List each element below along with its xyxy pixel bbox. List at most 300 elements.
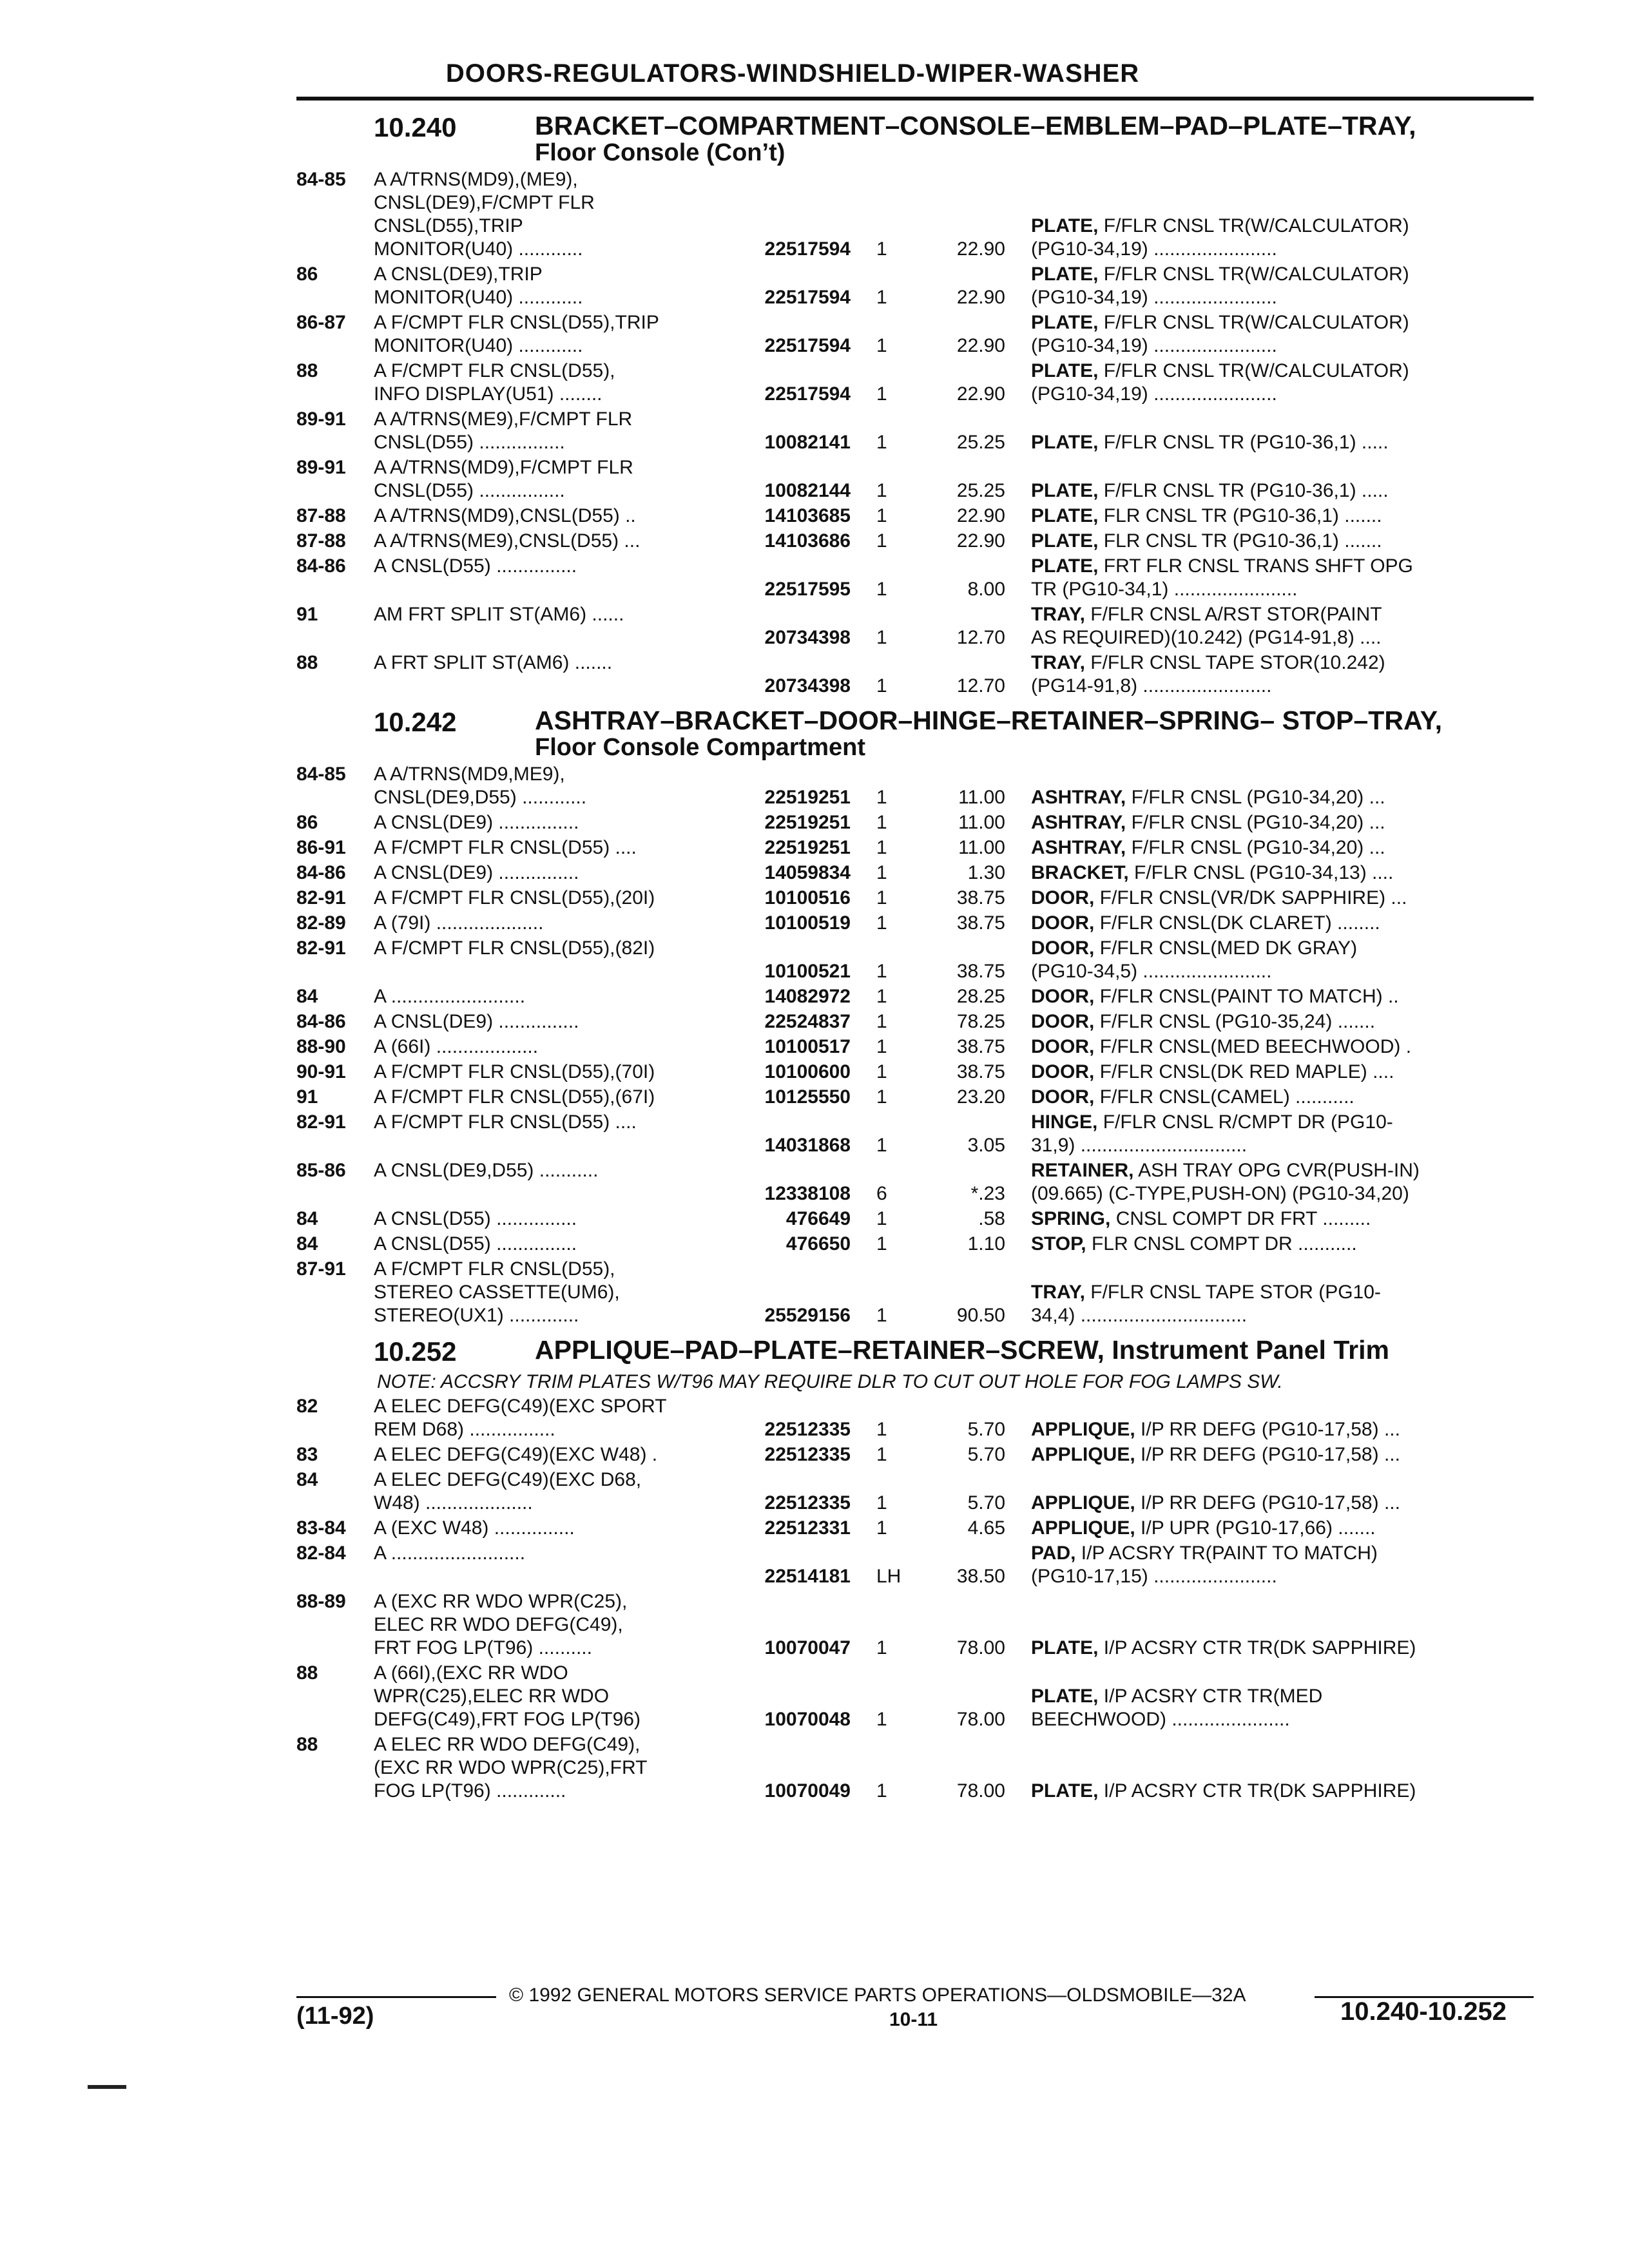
part-detail: FRT FLR CNSL TRANS SHFT OPG TR (PG10-34,1) ....................... — [1031, 555, 1413, 600]
quantity: 1 — [876, 1086, 887, 1108]
price: 38.75 — [956, 1036, 1005, 1057]
part-number: 10070047 — [764, 1637, 851, 1658]
price: 3.05 — [967, 1135, 1005, 1156]
quantity: LH — [876, 1566, 901, 1587]
part-number: 476649 — [786, 1208, 851, 1229]
part-name — [1031, 1207, 1534, 1231]
parts-row — [296, 1233, 1534, 1256]
part-detail: F/FLR CNSL TAPE STOR (PG10- 34,4) ............................... — [1031, 1282, 1381, 1326]
part-detail: I/P ACSRY CTR TR(DK SAPPHIRE) — [1098, 1637, 1416, 1658]
price: 22.90 — [956, 335, 1005, 356]
price: 22.90 — [956, 287, 1005, 308]
part-detail: I/P ACSRY TR(PAINT TO MATCH) (PG10-17,15) ....................... — [1031, 1542, 1378, 1587]
part-number: 22519251 — [764, 837, 851, 858]
part-name — [1031, 555, 1534, 601]
part-name — [1031, 836, 1534, 860]
part-noun: DOOR, — [1031, 1036, 1095, 1057]
part-detail: F/FLR CNSL (PG10-34,20) ... — [1126, 812, 1385, 833]
part-detail: I/P RR DEFG (PG10-17,58) ... — [1135, 1419, 1400, 1440]
part-number: 10100600 — [764, 1061, 851, 1082]
section-number: 10.240 — [374, 112, 457, 142]
part-number: 14059834 — [764, 862, 851, 883]
part-name — [1031, 1637, 1534, 1660]
usage-description: A (EXC RR WDO WPR(C25), ELEC RR WDO DEFG(C49), FRT FOG LP(T96) .......... — [374, 1591, 628, 1658]
footer-rule-left — [296, 1996, 496, 1998]
price: 5.70 — [967, 1419, 1005, 1440]
part-noun: HINGE, — [1031, 1111, 1098, 1133]
usage-description: A F/CMPT FLR CNSL(D55),(70I) — [374, 1061, 655, 1082]
part-name — [1031, 811, 1534, 834]
model-years: 82-91 — [296, 887, 346, 908]
page-header: DOORS-REGULATORS-WINDSHIELD-WIPER-WASHER — [445, 59, 1140, 88]
parts-row — [296, 555, 1534, 601]
part-number: 22517594 — [764, 287, 851, 308]
parts-row — [296, 1258, 1534, 1327]
part-noun: TRAY, — [1031, 1282, 1085, 1303]
quantity: 6 — [876, 1183, 887, 1204]
model-years: 91 — [296, 1086, 318, 1108]
model-years: 87-91 — [296, 1258, 346, 1280]
part-name — [1031, 1233, 1534, 1256]
parts-row — [296, 836, 1534, 860]
part-detail: F/FLR CNSL TR(W/CALCULATOR) (PG10-34,19) ....................... — [1031, 360, 1409, 405]
part-number: 10125550 — [764, 1086, 851, 1108]
part-name — [1031, 1517, 1534, 1540]
part-noun: APPLIQUE, — [1031, 1419, 1135, 1440]
price: 22.90 — [956, 383, 1005, 405]
part-detail: I/P RR DEFG (PG10-17,58) ... — [1135, 1444, 1400, 1465]
part-name — [1031, 311, 1534, 358]
part-detail: I/P UPR (PG10-17,66) ....... — [1135, 1517, 1376, 1539]
part-detail: I/P RR DEFG (PG10-17,58) ... — [1135, 1492, 1400, 1514]
model-years: 82 — [296, 1396, 318, 1417]
model-years: 86-91 — [296, 837, 346, 858]
part-name — [1031, 215, 1534, 261]
part-name — [1031, 360, 1534, 406]
part-name — [1031, 1086, 1534, 1109]
model-years: 84 — [296, 1208, 318, 1229]
part-noun: TRAY, — [1031, 652, 1085, 673]
part-number: 22517594 — [764, 383, 851, 405]
scan-artifact — [88, 2085, 126, 2089]
part-number: 10082141 — [764, 432, 851, 453]
part-name — [1031, 651, 1534, 698]
part-detail: F/FLR CNSL TR(W/CALCULATOR) (PG10-34,19) ....................... — [1031, 264, 1409, 308]
section-title-text: ASHTRAY–BRACKET–DOOR–HINGE–RETAINER–SPRING– STOP–TRAY, — [535, 706, 1442, 735]
quantity: 1 — [876, 1208, 887, 1229]
usage-description: A FRT SPLIT ST(AM6) ....... — [374, 652, 613, 673]
part-number: 10100517 — [764, 1036, 851, 1057]
section-range: 10.240-10.252 — [1340, 1997, 1507, 2026]
usage-description: A ......................... — [374, 986, 526, 1007]
quantity: 1 — [876, 837, 887, 858]
model-years: 91 — [296, 604, 318, 625]
part-number: 14082972 — [764, 986, 851, 1007]
part-name — [1031, 530, 1534, 553]
usage-description: A CNSL(D55) ............... — [374, 555, 577, 577]
part-number: 10070049 — [764, 1780, 851, 1802]
part-detail: F/FLR CNSL(MED DK GRAY) (PG10-34,5) ........................ — [1031, 937, 1358, 982]
usage-description: A A/TRNS(MD9),CNSL(D55) .. — [374, 505, 636, 526]
usage-description: A F/CMPT FLR CNSL(D55) .... — [374, 837, 637, 858]
parts-row — [296, 1443, 1534, 1466]
section-title — [535, 112, 1416, 166]
part-detail: F/FLR CNSL TAPE STOR(10.242) (PG14-91,8) ........................ — [1031, 652, 1385, 697]
model-years: 87-88 — [296, 530, 346, 552]
part-detail: CNSL COMPT DR FRT ......... — [1110, 1208, 1371, 1229]
part-noun: PLATE, — [1031, 432, 1099, 453]
part-detail: F/FLR CNSL (PG10-34,20) ... — [1126, 837, 1385, 858]
section-heading — [374, 112, 1534, 166]
part-number: 22519251 — [764, 812, 851, 833]
part-detail: I/P ACSRY CTR TR(DK SAPPHIRE) — [1098, 1780, 1416, 1802]
part-detail: F/FLR CNSL (PG10-34,20) ... — [1126, 787, 1385, 808]
model-years: 86-87 — [296, 312, 346, 333]
model-years: 82-89 — [296, 912, 346, 934]
header-rule — [296, 97, 1534, 101]
parts-row — [296, 263, 1534, 309]
part-name — [1031, 1035, 1534, 1059]
model-years: 85-86 — [296, 1160, 346, 1181]
part-name — [1031, 263, 1534, 309]
price: 78.00 — [956, 1709, 1005, 1730]
price: 12.70 — [956, 627, 1005, 648]
part-name — [1031, 1159, 1534, 1206]
parts-row — [296, 1035, 1534, 1059]
part-detail: F/FLR CNSL (PG10-34,13) .... — [1128, 862, 1394, 883]
part-noun: DOOR, — [1031, 1061, 1095, 1082]
price: 90.50 — [956, 1305, 1005, 1326]
part-number: 22512335 — [764, 1444, 851, 1465]
usage-description: A CNSL(DE9,D55) ........... — [374, 1160, 599, 1181]
usage-description: A (66I),(EXC RR WDO WPR(C25),ELEC RR WDO DEFG(C49),FRT FOG LP(T96) — [374, 1662, 641, 1730]
part-noun: RETAINER, — [1031, 1160, 1134, 1181]
part-noun: PLATE, — [1031, 1686, 1099, 1707]
section-1 — [296, 707, 1534, 1327]
usage-description: A CNSL(DE9) ............... — [374, 812, 579, 833]
quantity: 1 — [876, 1637, 887, 1658]
section-heading — [374, 1336, 1534, 1367]
quantity: 1 — [876, 1419, 887, 1440]
part-noun: PLATE, — [1031, 555, 1099, 577]
part-noun: DOOR, — [1031, 912, 1095, 934]
part-detail: F/FLR CNSL A/RST STOR(PAINT AS REQUIRED)(10.242) (PG14-91,8) .... — [1031, 604, 1382, 648]
model-years: 84-86 — [296, 862, 346, 883]
model-years: 84 — [296, 986, 318, 1007]
usage-description: A F/CMPT FLR CNSL(D55),(20I) — [374, 887, 655, 908]
model-years: 87-88 — [296, 505, 346, 526]
parts-row — [296, 1111, 1534, 1157]
usage-description: A (79I) .................... — [374, 912, 544, 934]
part-number: 14031868 — [764, 1135, 851, 1156]
usage-description: A A/TRNS(MD9),(ME9), CNSL(DE9),F/CMPT FLR CNSL(D55),TRIP MONITOR(U40) ............ — [374, 169, 595, 260]
section-subtitle: Floor Console Compartment — [535, 734, 866, 761]
model-years: 90-91 — [296, 1061, 346, 1082]
parts-row — [296, 408, 1534, 454]
usage-description: A CNSL(DE9) ............... — [374, 1011, 579, 1032]
price: 38.75 — [956, 912, 1005, 934]
price: 78.00 — [956, 1780, 1005, 1802]
quantity: 1 — [876, 1709, 887, 1730]
part-number: 25529156 — [764, 1305, 851, 1326]
part-name — [1031, 985, 1534, 1008]
section-2 — [296, 1336, 1534, 1803]
parts-row — [296, 1590, 1534, 1660]
part-noun: APPLIQUE, — [1031, 1492, 1135, 1514]
parts-row — [296, 505, 1534, 528]
usage-description: A ......................... — [374, 1542, 526, 1564]
part-noun: DOOR, — [1031, 986, 1095, 1007]
model-years: 88 — [296, 360, 318, 381]
model-years: 83 — [296, 1444, 318, 1465]
part-detail: FLR CNSL TR (PG10-36,1) ....... — [1098, 505, 1382, 526]
usage-description: A F/CMPT FLR CNSL(D55),(67I) — [374, 1086, 655, 1108]
price: 38.75 — [956, 1061, 1005, 1082]
part-detail: F/FLR CNSL TR(W/CALCULATOR) (PG10-34,19) ....................... — [1031, 215, 1409, 260]
part-name — [1031, 431, 1534, 454]
part-number: 20734398 — [764, 675, 851, 697]
quantity: 1 — [876, 787, 887, 808]
usage-description: A ELEC DEFG(C49)(EXC W48) . — [374, 1444, 658, 1465]
model-years: 84 — [296, 1233, 318, 1254]
part-noun: BRACKET, — [1031, 862, 1129, 883]
revision-date: (11-92) — [296, 2003, 374, 2030]
usage-description: A F/CMPT FLR CNSL(D55) .... — [374, 1111, 637, 1133]
quantity: 1 — [876, 812, 887, 833]
parts-row — [296, 1159, 1534, 1206]
part-number: 22514181 — [764, 1566, 851, 1587]
parts-row — [296, 1542, 1534, 1588]
part-noun: PLATE, — [1031, 312, 1099, 333]
part-number: 10070048 — [764, 1709, 851, 1730]
part-name — [1031, 861, 1534, 885]
part-noun: ASHTRAY, — [1031, 837, 1126, 858]
model-years: 84-85 — [296, 764, 346, 785]
part-name — [1031, 1010, 1534, 1033]
quantity: 1 — [876, 1444, 887, 1465]
parts-row — [296, 1517, 1534, 1540]
part-name — [1031, 1780, 1534, 1803]
section-number: 10.242 — [374, 707, 457, 737]
parts-row — [296, 311, 1534, 358]
model-years: 84-85 — [296, 169, 346, 190]
usage-description: A CNSL(DE9) ............... — [374, 862, 579, 883]
part-number: 22512331 — [764, 1517, 851, 1539]
model-years: 82-84 — [296, 1542, 346, 1564]
usage-description: A A/TRNS(MD9,ME9), CNSL(DE9,D55) ............ — [374, 764, 587, 808]
quantity: 1 — [876, 862, 887, 883]
part-number: 10100521 — [764, 961, 851, 982]
parts-row — [296, 1010, 1534, 1033]
model-years: 88-89 — [296, 1591, 346, 1612]
part-noun: PLATE, — [1031, 215, 1099, 236]
section-title-tail: Instrument Panel Trim — [1104, 1335, 1389, 1365]
parts-row — [296, 861, 1534, 885]
parts-row — [296, 603, 1534, 649]
part-name — [1031, 1418, 1534, 1441]
part-noun: ASHTRAY, — [1031, 812, 1126, 833]
usage-description: A ELEC DEFG(C49)(EXC SPORT REM D68) ................ — [374, 1396, 667, 1440]
price: 78.00 — [956, 1637, 1005, 1658]
model-years: 86 — [296, 812, 318, 833]
section-subtitle: Floor Console (Con’t) — [535, 139, 786, 166]
part-noun: DOOR, — [1031, 937, 1095, 959]
parts-row — [296, 1733, 1534, 1803]
section-title — [535, 1336, 1389, 1363]
model-years: 89-91 — [296, 457, 346, 478]
section-title — [535, 707, 1442, 761]
parts-row — [296, 1207, 1534, 1231]
parts-row — [296, 937, 1534, 983]
quantity: 1 — [876, 383, 887, 405]
part-detail: F/FLR CNSL(DK CLARET) ........ — [1094, 912, 1380, 934]
part-noun: STOP, — [1031, 1233, 1086, 1254]
parts-row — [296, 456, 1534, 503]
price: .58 — [978, 1208, 1005, 1229]
parts-row — [296, 168, 1534, 261]
usage-description: A F/CMPT FLR CNSL(D55),(82I) — [374, 937, 655, 959]
part-name — [1031, 1492, 1534, 1515]
quantity: 1 — [876, 505, 887, 526]
part-detail: F/FLR CNSL(DK RED MAPLE) .... — [1094, 1061, 1394, 1082]
usage-description: A (EXC W48) ............... — [374, 1517, 575, 1539]
quantity: 1 — [876, 432, 887, 453]
part-noun: PLATE, — [1031, 1637, 1099, 1658]
model-years: 84-86 — [296, 555, 346, 577]
part-noun: PLATE, — [1031, 530, 1099, 552]
quantity: 1 — [876, 335, 887, 356]
part-name — [1031, 1443, 1534, 1466]
quantity: 1 — [876, 1011, 887, 1032]
quantity: 1 — [876, 1135, 887, 1156]
parts-row — [296, 1086, 1534, 1109]
part-detail: F/FLR CNSL(MED BEECHWOOD) . — [1094, 1036, 1412, 1057]
part-noun: PLATE, — [1031, 264, 1099, 285]
usage-description: A F/CMPT FLR CNSL(D55),TRIP MONITOR(U40) ............ — [374, 312, 659, 356]
part-name — [1031, 1281, 1534, 1327]
price: 8.00 — [967, 579, 1005, 600]
usage-description: A (66I) ................... — [374, 1036, 539, 1057]
part-name — [1031, 1061, 1534, 1084]
price: 1.10 — [967, 1233, 1005, 1254]
parts-row — [296, 651, 1534, 698]
usage-description: A ELEC DEFG(C49)(EXC D68, W48) .................... — [374, 1469, 642, 1514]
part-detail: F/FLR CNSL TR (PG10-36,1) ..... — [1098, 432, 1389, 453]
price: 5.70 — [967, 1492, 1005, 1514]
parts-row — [296, 912, 1534, 935]
part-noun: PLATE, — [1031, 480, 1099, 501]
part-detail: F/FLR CNSL(VR/DK SAPPHIRE) ... — [1094, 887, 1407, 908]
copyright: © 1992 GENERAL MOTORS SERVICE PARTS OPERATIONS—OLDSMOBILE—32A — [509, 1984, 1246, 2006]
model-years: 88 — [296, 1662, 318, 1684]
parts-row — [296, 811, 1534, 834]
price: 25.25 — [956, 432, 1005, 453]
price: 78.25 — [956, 1011, 1005, 1032]
model-years: 82-91 — [296, 1111, 346, 1133]
price: 11.00 — [958, 787, 1005, 808]
price: 25.25 — [956, 480, 1005, 501]
catalog-body — [296, 103, 1534, 1803]
part-noun: PAD, — [1031, 1542, 1076, 1564]
section-number: 10.252 — [374, 1336, 457, 1367]
quantity: 1 — [876, 579, 887, 600]
price: 22.90 — [956, 238, 1005, 260]
part-number: 476650 — [786, 1233, 851, 1254]
usage-description: A A/TRNS(ME9),CNSL(D55) ... — [374, 530, 641, 552]
part-name — [1031, 937, 1534, 983]
part-number: 14103685 — [764, 505, 851, 526]
parts-row — [296, 763, 1534, 809]
quantity: 1 — [876, 1305, 887, 1326]
part-name — [1031, 887, 1534, 910]
price: 12.70 — [956, 675, 1005, 697]
quantity: 1 — [876, 627, 887, 648]
part-detail: F/FLR CNSL TR(W/CALCULATOR) (PG10-34,19) ....................... — [1031, 312, 1409, 356]
price: 28.25 — [956, 986, 1005, 1007]
section-note: NOTE: ACCSRY TRIM PLATES W/T96 MAY REQUIRE DLR TO CUT OUT HOLE FOR FOG LAMPS SW. — [377, 1371, 1283, 1392]
part-name — [1031, 786, 1534, 809]
usage-description: A CNSL(DE9),TRIP MONITOR(U40) ............ — [374, 264, 583, 308]
part-number: 22512335 — [764, 1492, 851, 1514]
part-noun: ASHTRAY, — [1031, 787, 1126, 808]
part-name — [1031, 1542, 1534, 1588]
quantity: 1 — [876, 530, 887, 552]
price: 5.70 — [967, 1444, 1005, 1465]
parts-row — [296, 985, 1534, 1008]
usage-description: AM FRT SPLIT ST(AM6) ...... — [374, 604, 624, 625]
part-detail: ASH TRAY OPG CVR(PUSH-IN) (09.665) (C-TYPE,PUSH-ON) (PG10-34,20) — [1031, 1160, 1420, 1204]
part-detail: F/FLR CNSL(CAMEL) ........... — [1094, 1086, 1354, 1108]
section-title-text: APPLIQUE–PAD–PLATE–RETAINER–SCREW, — [535, 1335, 1104, 1365]
quantity: 1 — [876, 675, 887, 697]
part-noun: PLATE, — [1031, 1780, 1099, 1802]
section-title-text: BRACKET–COMPARTMENT–CONSOLE–EMBLEM–PAD–PLATE–TRAY, — [535, 111, 1416, 140]
part-number: 22517594 — [764, 238, 851, 260]
part-detail: F/FLR CNSL TR (PG10-36,1) ..... — [1098, 480, 1389, 501]
price: 4.65 — [967, 1517, 1005, 1539]
usage-description: A F/CMPT FLR CNSL(D55), STEREO CASSETTE(UM6), STEREO(UX1) ............. — [374, 1258, 620, 1326]
price: 38.75 — [956, 961, 1005, 982]
price: 23.20 — [956, 1086, 1005, 1108]
quantity: 1 — [876, 912, 887, 934]
price: 38.75 — [956, 887, 1005, 908]
model-years: 88 — [296, 1734, 318, 1755]
part-name — [1031, 1111, 1534, 1157]
part-noun: PLATE, — [1031, 505, 1099, 526]
part-number: 22512335 — [764, 1419, 851, 1440]
part-noun: DOOR, — [1031, 1086, 1095, 1108]
part-number: 20734398 — [764, 627, 851, 648]
part-number: 14103686 — [764, 530, 851, 552]
parts-row — [296, 887, 1534, 910]
price: *.23 — [970, 1183, 1005, 1204]
section-0 — [296, 112, 1534, 698]
parts-row — [296, 360, 1534, 406]
part-detail: FLR CNSL COMPT DR ........... — [1086, 1233, 1357, 1254]
quantity: 1 — [876, 480, 887, 501]
quantity: 1 — [876, 238, 887, 260]
usage-description: A A/TRNS(ME9),F/CMPT FLR CNSL(D55) ................ — [374, 408, 633, 453]
model-years: 82-91 — [296, 937, 346, 959]
usage-description: A CNSL(D55) ............... — [374, 1208, 577, 1229]
usage-description: A F/CMPT FLR CNSL(D55), INFO DISPLAY(U51) ........ — [374, 360, 615, 405]
quantity: 1 — [876, 1036, 887, 1057]
quantity: 1 — [876, 1061, 887, 1082]
part-number: 22517595 — [764, 579, 851, 600]
part-noun: DOOR, — [1031, 887, 1095, 908]
part-detail: F/FLR CNSL (PG10-35,24) ....... — [1094, 1011, 1376, 1032]
quantity: 1 — [876, 986, 887, 1007]
